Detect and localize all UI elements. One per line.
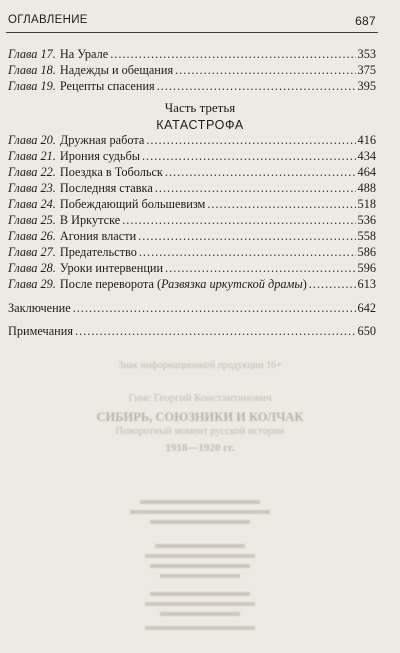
chapter-number: Глава 29.	[8, 277, 56, 291]
header-rule	[6, 32, 378, 33]
chapter-number: Глава 25.	[8, 213, 56, 227]
chapter-title: В Иркутске	[59, 213, 121, 227]
chapter-number: Глава 19.	[8, 79, 56, 93]
chapter-number: Глава 23.	[8, 181, 56, 195]
imprint-author: Гинс Георгий Константинович	[128, 392, 272, 404]
chapter-number: Глава 26.	[8, 229, 56, 243]
toc-entry-notes[interactable]	[8, 323, 376, 339]
chapter-title: На Урале	[59, 47, 109, 61]
chapter-title: Надежды и обещания	[59, 63, 174, 77]
toc-entry[interactable]	[8, 260, 376, 276]
dot-leader	[142, 148, 356, 164]
chapter-page: 596	[357, 261, 376, 275]
toc-entry[interactable]	[8, 196, 376, 212]
section-title: Примечания	[8, 324, 74, 338]
chapter-number: Глава 24.	[8, 197, 56, 211]
toc-entry[interactable]	[8, 148, 376, 164]
chapter-number: Глава 22.	[8, 165, 56, 179]
imprint-age-rating: Знак информационной продукции 16+	[118, 360, 282, 371]
toc-entry[interactable]	[8, 276, 376, 292]
chapter-page: 395	[357, 79, 376, 93]
chapter-page: 536	[357, 213, 376, 227]
section-page: 642	[357, 301, 376, 315]
part-title: КАТАСТРОФА	[156, 118, 244, 132]
chapter-page: 613	[357, 277, 376, 291]
toc-entry[interactable]	[8, 62, 376, 78]
chapter-title: Агония власти	[59, 229, 137, 243]
imprint-bleedthrough	[0, 350, 400, 650]
toc-entry[interactable]	[8, 244, 376, 260]
imprint-subtitle: Поворотный момент русской истории	[115, 426, 285, 437]
chapter-title: Предательство	[59, 245, 137, 259]
chapter-title-italic: Развязка иркутской драмы	[161, 277, 303, 291]
dot-leader	[207, 196, 355, 212]
chapter-number: Глава 18.	[8, 63, 56, 77]
dot-leader	[122, 212, 355, 228]
chapter-title: После переворота (Развязка иркутской драмы)	[59, 277, 307, 291]
chapter-number: Глава 21.	[8, 149, 56, 163]
dot-leader	[146, 132, 355, 148]
chapter-page: 434	[357, 149, 376, 163]
chapter-page: 375	[357, 63, 376, 77]
dot-leader	[138, 228, 355, 244]
chapter-title: Последняя ставка	[59, 181, 153, 195]
dot-leader	[73, 300, 356, 316]
chapter-number: Глава 17.	[8, 47, 56, 61]
chapter-page: 353	[357, 47, 376, 61]
chapter-title: Рецепты спасения	[59, 79, 155, 93]
dot-leader	[110, 46, 355, 62]
dot-leader	[165, 260, 355, 276]
running-head-title: ОГЛАВЛЕНИЕ	[8, 14, 88, 26]
toc-entry[interactable]	[8, 46, 376, 62]
toc-entry-conclusion[interactable]	[8, 300, 376, 316]
chapter-page: 464	[357, 165, 376, 179]
dot-leader	[175, 62, 355, 78]
chapter-title: Уроки интервенции	[59, 261, 164, 275]
toc-entry[interactable]	[8, 228, 376, 244]
chapter-page: 518	[357, 197, 376, 211]
chapter-number: Глава 27.	[8, 245, 56, 259]
chapter-title: Дружная работа	[59, 133, 145, 147]
chapter-title: Побеждающий большевизм	[59, 197, 206, 211]
part-heading: Часть третья	[164, 100, 236, 115]
running-head	[8, 14, 376, 30]
chapter-number: Глава 20.	[8, 133, 56, 147]
chapter-title: Поездка в Тобольск	[59, 165, 163, 179]
dot-leader	[165, 164, 356, 180]
chapter-page: 586	[357, 245, 376, 259]
section-title: Заключение	[8, 301, 71, 315]
imprint-text-lines	[0, 500, 400, 640]
chapter-number: Глава 28.	[8, 261, 56, 275]
toc-entry[interactable]	[8, 78, 376, 94]
chapter-page: 416	[357, 133, 376, 147]
toc-entry[interactable]	[8, 164, 376, 180]
chapter-title-main: После переворота	[59, 277, 154, 291]
toc-entry[interactable]	[8, 132, 376, 148]
dot-leader	[155, 180, 356, 196]
running-head-page-number: 687	[355, 14, 376, 28]
dot-leader	[75, 323, 356, 339]
dot-leader	[139, 244, 356, 260]
chapter-page: 558	[357, 229, 376, 243]
chapter-title: Ирония судьбы	[59, 149, 140, 163]
chapter-page: 488	[357, 181, 376, 195]
section-page: 650	[357, 324, 376, 338]
toc-entry[interactable]	[8, 212, 376, 228]
toc-entry[interactable]	[8, 180, 376, 196]
imprint-years: 1918—1920 гг.	[165, 442, 235, 454]
imprint-book-title: СИБИРЬ, СОЮЗНИКИ И КОЛЧАК	[96, 410, 304, 424]
imprint-lines	[0, 500, 400, 640]
dot-leader	[309, 276, 356, 292]
dot-leader	[157, 78, 356, 94]
